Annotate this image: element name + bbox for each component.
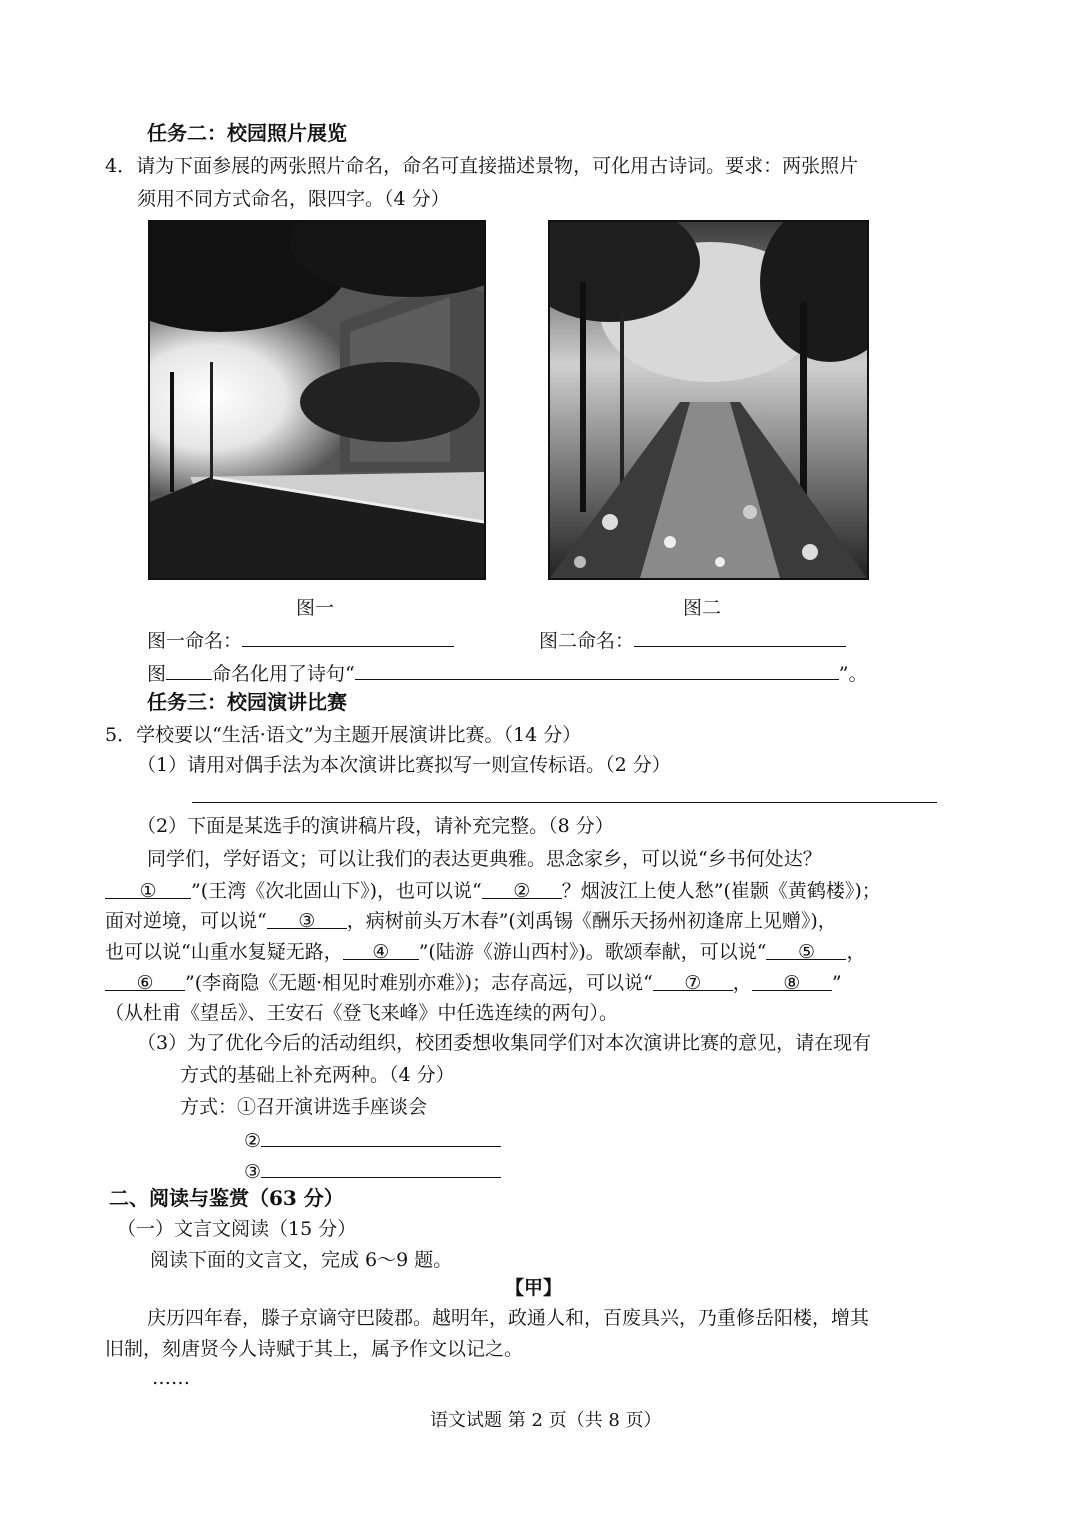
slogan-answer-line[interactable]: [192, 802, 937, 803]
method-2-marker: ②: [244, 1130, 262, 1152]
task3-title: 任务三：校园演讲比赛: [147, 690, 347, 714]
blank-7[interactable]: ⑦: [653, 970, 733, 991]
speech-l2-text2: ？烟波江上使人愁”(崔颢《黄鹤楼》)；: [561, 880, 881, 902]
fig1-name-row: [147, 626, 454, 654]
fig2-name-blank[interactable]: [634, 626, 846, 647]
method-3-blank[interactable]: [261, 1157, 501, 1178]
method-3-marker: ③: [244, 1161, 262, 1183]
q5-1: （1）请用对偶手法为本次演讲比赛拟写一则宣传标语。（2 分）: [137, 754, 671, 776]
speech-l5-b: ，: [732, 972, 752, 994]
speech-line-3: [105, 908, 837, 934]
speech-l5-c: ”: [831, 972, 842, 994]
poem-row-mid: 命名化用了诗句“: [212, 663, 355, 685]
blank-3[interactable]: ③: [267, 908, 347, 929]
page-footer: 语文试题 第 2 页（共 8 页）: [430, 1410, 662, 1431]
blank-1[interactable]: ①: [105, 878, 191, 899]
figure-number-blank[interactable]: [166, 659, 212, 680]
method-3-row: [244, 1157, 501, 1185]
speech-line-6: （从杜甫《望岳》、王安石《登飞来峰》中任选连续的两句）。: [105, 1002, 619, 1024]
speech-l4-c: ，: [846, 941, 866, 963]
poem-row-end: ”。: [838, 663, 868, 685]
photo-figure-1: [148, 220, 486, 580]
passage-ellipsis: ……: [152, 1367, 190, 1389]
speech-line-1: 同学们，学好语文；可以让我们的表达更典雅。思念家乡，可以说“乡书何处达？: [147, 848, 822, 870]
method-1: 方式：①召开演讲选手座谈会: [180, 1096, 428, 1118]
passage-jia-label: 【甲】: [505, 1277, 563, 1299]
task2-title: 任务二：校园照片展览: [147, 121, 347, 145]
q5-3-line2: 方式的基础上补充两种。（4 分）: [180, 1064, 455, 1086]
figure-1-caption: 图一: [296, 597, 335, 619]
speech-line-4: [105, 939, 866, 965]
q5-2: （2）下面是某选手的演讲稿片段，请补充完整。（8 分）: [137, 815, 614, 837]
q5-3-line1: （3）为了优化今后的活动组织，校团委想收集同学们对本次演讲比赛的意见，请在现有: [137, 1032, 872, 1054]
speech-l2-text: ”(王湾《次北固山下》)，也可以说“: [191, 880, 482, 902]
blank-2[interactable]: ②: [482, 878, 562, 899]
q4-line2: 须用不同方式命名，限四字。（4 分）: [137, 188, 450, 210]
speech-line-5: [105, 970, 842, 996]
speech-l4-b: ”(陆游《游山西村》)。歌颂奉献，可以说“: [418, 941, 767, 963]
blank-5[interactable]: ⑤: [766, 939, 846, 960]
figure-2-caption: 图二: [683, 597, 722, 619]
q4-line1: 4．请为下面参展的两张照片命名，命名可直接描述景物，可化用古诗词。要求：两张照片: [105, 155, 859, 177]
photo-figure-2: [548, 220, 869, 580]
method-2-row: [244, 1126, 501, 1154]
q5-stem: 5．学校要以“生活·语文”为主题开展演讲比赛。（14 分）: [105, 724, 582, 746]
fig1-name-blank[interactable]: [242, 626, 454, 647]
poem-row-prefix: 图: [147, 663, 167, 685]
fig1-name-label: 图一命名：: [147, 630, 243, 652]
reading-instruction: 阅读下面的文言文，完成 6～9 题。: [150, 1249, 453, 1271]
speech-l5-a: ”(李商隐《无题·相见时难别亦难》)；志存高远，可以说“: [185, 972, 653, 994]
blank-4[interactable]: ④: [343, 939, 419, 960]
speech-line-2: [105, 878, 881, 904]
section2-sub1: （一）文言文阅读（15 分）: [117, 1218, 357, 1240]
method-2-blank[interactable]: [261, 1126, 501, 1147]
section2-title: 二、阅读与鉴赏（63 分）: [109, 1186, 344, 1210]
fig2-name-row: [539, 626, 846, 654]
speech-l3-b: ，病树前头万木春”(刘禹锡《酬乐天扬州初逢席上见赠》)，: [346, 910, 837, 932]
speech-l3-a: 面对逆境，可以说“: [105, 910, 267, 932]
passage-line-2: 旧制，刻唐贤今人诗赋于其上，属予作文以记之。: [105, 1338, 524, 1360]
passage-line-1: 庆历四年春，滕子京谪守巴陵郡。越明年，政通人和，百废具兴，乃重修岳阳楼，增其: [147, 1307, 870, 1329]
blank-8[interactable]: ⑧: [752, 970, 832, 991]
poem-source-row: [147, 659, 867, 687]
speech-l4-a: 也可以说“山重水复疑无路，: [105, 941, 343, 963]
fig2-name-label: 图二命名：: [539, 630, 635, 652]
poem-line-blank[interactable]: [355, 659, 839, 680]
blank-6[interactable]: ⑥: [105, 970, 185, 991]
